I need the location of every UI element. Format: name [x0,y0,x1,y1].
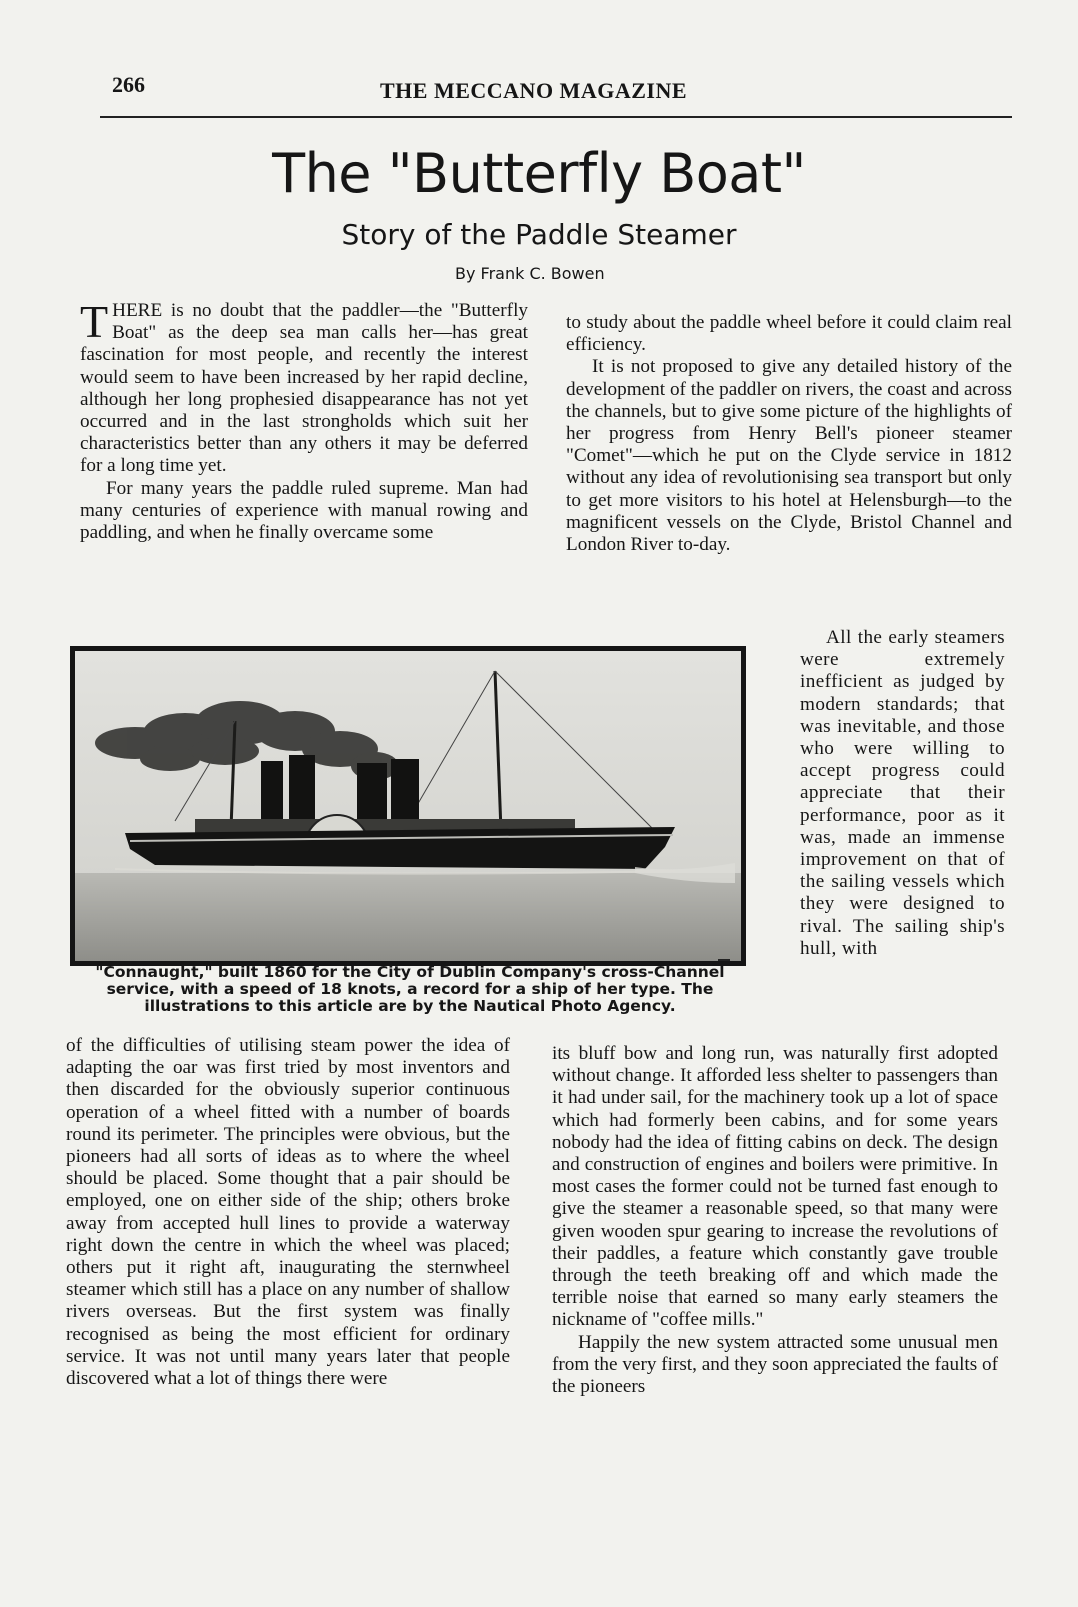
header-rule [100,116,1012,118]
ship-photo [70,646,746,966]
paragraph: Happily the new system attracted some unusual men from the very first, and they soon appreciated the faults of the pioneers [552,1331,998,1398]
column-right-narrow [800,627,1005,960]
paragraph: its bluff bow and long run, was naturally first adopted without change. It afforded less shelter to passengers than it had under sail, for the machinery took up a lot of space which had formerly been cabins, and for some years nobody had the idea of fitting cabins on deck. The design and construction of engines and boilers were primitive. In most cases the former could not be turned fast enough to give the steamer a reasonable speed, so that many were given wooden spur gearing to increase the revolutions of their paddles, a feature which constantly gave trouble through the teeth breaking off and which made the terrible noise that earned so many early steamers the nickname of "coffee mills." [552,1043,998,1331]
paragraph-intro [80,296,528,478]
paragraph: of the difficulties of utilising steam power the idea of adapting the oar was first tried by most inventors and then discarded for the obviously superior continuous operation of a wheel fitted with a number of boards round its perimeter. The principles were obvious, but the pioneers had all sorts of ideas as to where the wheel should be placed. Some thought that a pair should be employed, one on either side of the ship; others broke away from accepted hull lines to provide a waterway right down the centre in which the wheel was placed; others put it right aft, inaugurating the sternwheel steamer which still has a place on any number of shallow rivers overseas. But the first system was finally recognised as being the most efficient for ordinary service. It was not until many years later that people discovered what a lot of things there were [66,1035,510,1390]
article-subtitle: Story of the Paddle Steamer [341,218,737,251]
paddle-steamer-illustration [75,651,741,961]
magazine-title: THE MECCANO MAGAZINE [380,78,688,103]
paragraph: For many years the paddle ruled supreme. Man had many centuries of experience with manual rowing and paddling, and when he finally overcame some [80,477,528,544]
photo-caption: "Connaught," built 1860 for the City of Dublin Company's cross-Channel service, with a speed of 18 knots, a record for a ship of her type. The illustrations to this article are by the Nautical Photo Agency. [95,963,725,1015]
paragraph: All the early steamers were extremely inefficient as judged by modern standards; that was inevitable, and those who were willing to accept progress could appreciate that their performance, poor as it was, made an immense improvement on that of the sailing vessels which they were designed to rival. The sailing ship's hull, with [800,627,1005,959]
column-left-bottom [66,1035,510,1390]
column-right-top [566,312,1012,556]
paragraph: to study about the paddle wheel before it could claim real efficiency. [566,312,1012,356]
column-right-bottom [552,1043,998,1398]
paragraph-intro-text: HERE is no doubt that the paddler—the "Butterfly Boat" as the deep sea man calls her—has great fascination for most people, and recently the interest would seem to have been increased by her rapid decline, although her long prophesied disappearance has not yet occurred and in the last strongholds which suit her characteristics better than any others it may be deferred for a long time yet. [80,300,528,477]
paragraph: It is not proposed to give any detailed history of the development of the paddler on rivers, the coast and across the channels, but to give some picture of the highlights of her progress from Henry Bell's pioneer steamer "Comet"—which he put on the Clyde service in 1812 without any idea of revolutionising sea transport but only to get more visitors to his hotel at Helensburgh—to the magnificent vessels on the Clyde, Bristol Channel and London River to-day. [566,356,1012,556]
column-left-top [80,296,528,544]
page-number: 266 [112,72,145,97]
article-byline: By Frank C. Bowen [455,264,605,283]
drop-cap: T [80,296,109,347]
article-title: The "Butterfly Boat" [272,142,806,205]
caption-dash [718,959,730,961]
